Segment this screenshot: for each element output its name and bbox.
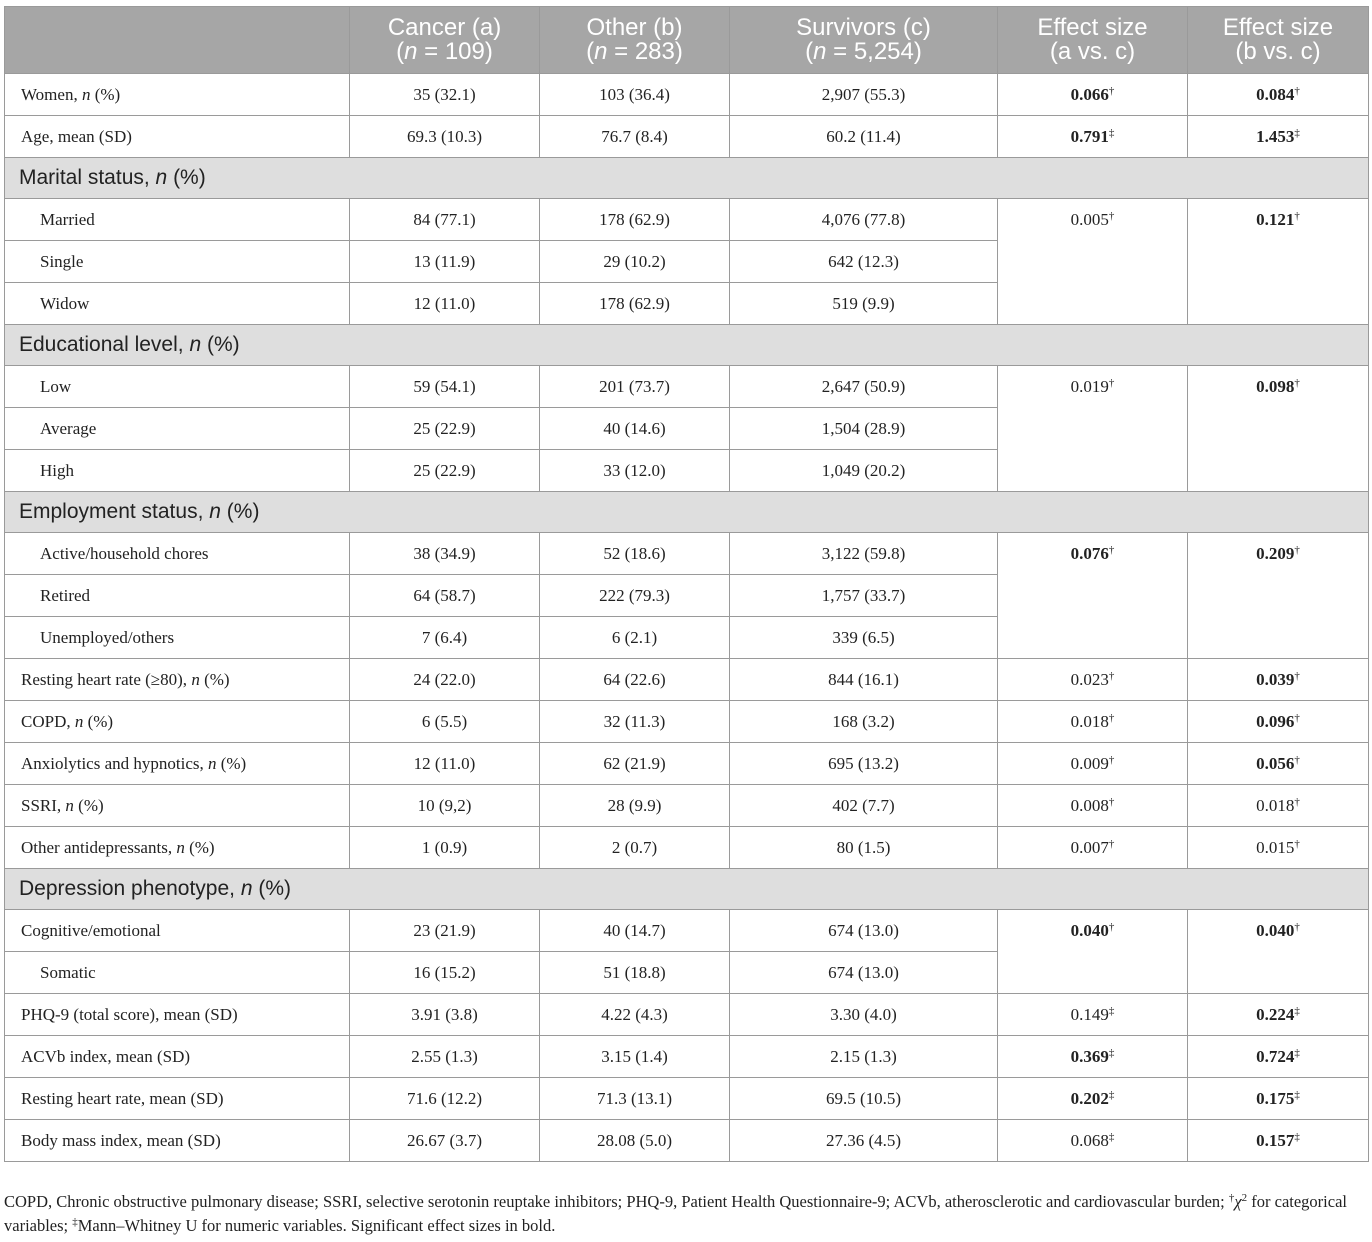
effect-b-vs-c: 0.039† bbox=[1188, 659, 1369, 701]
effect-b-vs-c: 0.121† bbox=[1188, 199, 1369, 325]
table-row bbox=[5, 533, 1369, 575]
cell-c: 27.36 (4.5) bbox=[730, 1120, 998, 1162]
effect-b-vs-c: 1.453‡ bbox=[1188, 116, 1369, 158]
section-header bbox=[5, 158, 1369, 199]
cell-b: 178 (62.9) bbox=[540, 283, 730, 325]
cell-c: 168 (3.2) bbox=[730, 701, 998, 743]
effect-a-vs-c: 0.023† bbox=[998, 659, 1188, 701]
table-row bbox=[5, 743, 1369, 785]
row-label: ACVb index, mean (SD) bbox=[5, 1036, 350, 1078]
cell-a: 71.6 (12.2) bbox=[350, 1078, 540, 1120]
cell-b: 51 (18.8) bbox=[540, 952, 730, 994]
cell-a: 26.67 (3.7) bbox=[350, 1120, 540, 1162]
row-label: Anxiolytics and hypnotics, n (%) bbox=[5, 743, 350, 785]
section-title: Educational level, n (%) bbox=[5, 325, 1369, 366]
header-effect-b-vs-c: Effect size (b vs. c) bbox=[1188, 7, 1369, 74]
cell-c: 3.30 (4.0) bbox=[730, 994, 998, 1036]
table-row bbox=[5, 1120, 1369, 1162]
cell-a: 16 (15.2) bbox=[350, 952, 540, 994]
effect-a-vs-c: 0.019† bbox=[998, 366, 1188, 492]
effect-a-vs-c: 0.009† bbox=[998, 743, 1188, 785]
effect-b-vs-c: 0.224‡ bbox=[1188, 994, 1369, 1036]
effect-b-vs-c: 0.015† bbox=[1188, 827, 1369, 869]
effect-b-vs-c: 0.084† bbox=[1188, 74, 1369, 116]
effect-b-vs-c: 0.157‡ bbox=[1188, 1120, 1369, 1162]
row-label: Resting heart rate (≥80), n (%) bbox=[5, 659, 350, 701]
effect-a-vs-c: 0.076† bbox=[998, 533, 1188, 659]
cell-b: 103 (36.4) bbox=[540, 74, 730, 116]
cell-a: 10 (9,2) bbox=[350, 785, 540, 827]
cell-a: 25 (22.9) bbox=[350, 408, 540, 450]
row-label: Retired bbox=[5, 575, 350, 617]
row-label: Women, n (%) bbox=[5, 74, 350, 116]
row-label: Other antidepressants, n (%) bbox=[5, 827, 350, 869]
row-label: Married bbox=[5, 199, 350, 241]
cell-b: 64 (22.6) bbox=[540, 659, 730, 701]
cell-b: 76.7 (8.4) bbox=[540, 116, 730, 158]
effect-a-vs-c: 0.369‡ bbox=[998, 1036, 1188, 1078]
effect-a-vs-c: 0.791‡ bbox=[998, 116, 1188, 158]
effect-b-vs-c: 0.098† bbox=[1188, 366, 1369, 492]
effect-a-vs-c: 0.066† bbox=[998, 74, 1188, 116]
cell-b: 40 (14.6) bbox=[540, 408, 730, 450]
cell-c: 3,122 (59.8) bbox=[730, 533, 998, 575]
effect-b-vs-c: 0.040† bbox=[1188, 910, 1369, 994]
table-container bbox=[4, 6, 1368, 1162]
effect-b-vs-c: 0.175‡ bbox=[1188, 1078, 1369, 1120]
cell-c: 1,757 (33.7) bbox=[730, 575, 998, 617]
cell-c: 2,647 (50.9) bbox=[730, 366, 998, 408]
effect-a-vs-c: 0.007† bbox=[998, 827, 1188, 869]
cell-c: 2,907 (55.3) bbox=[730, 74, 998, 116]
row-label: Single bbox=[5, 241, 350, 283]
cell-b: 52 (18.6) bbox=[540, 533, 730, 575]
cell-c: 642 (12.3) bbox=[730, 241, 998, 283]
table-footnote: COPD, Chronic obstructive pulmonary disease; SSRI, selective serotonin reuptake inhibitors; PHQ-9, Patient Health Questionnaire-9; ACVb, atherosclerotic and cardiovascular burden; $^\dagger\chi^2$ for categorical variables; ‡Mann–Whitney U for numeric variables. Significant effect sizes in bold. bbox=[4, 1192, 1347, 1235]
cell-b: 2 (0.7) bbox=[540, 827, 730, 869]
cell-c: 1,049 (20.2) bbox=[730, 450, 998, 492]
table-row bbox=[5, 701, 1369, 743]
cell-c: 69.5 (10.5) bbox=[730, 1078, 998, 1120]
cell-b: 33 (12.0) bbox=[540, 450, 730, 492]
cell-a: 13 (11.9) bbox=[350, 241, 540, 283]
row-label: SSRI, n (%) bbox=[5, 785, 350, 827]
header-effect-a-vs-c: Effect size (a vs. c) bbox=[998, 7, 1188, 74]
cell-c: 1,504 (28.9) bbox=[730, 408, 998, 450]
effect-a-vs-c: 0.008† bbox=[998, 785, 1188, 827]
row-label: Body mass index, mean (SD) bbox=[5, 1120, 350, 1162]
cell-a: 59 (54.1) bbox=[350, 366, 540, 408]
effect-a-vs-c: 0.005† bbox=[998, 199, 1188, 325]
cell-a: 3.91 (3.8) bbox=[350, 994, 540, 1036]
cell-c: 60.2 (11.4) bbox=[730, 116, 998, 158]
row-label: Resting heart rate, mean (SD) bbox=[5, 1078, 350, 1120]
effect-a-vs-c: 0.018† bbox=[998, 701, 1188, 743]
cell-a: 38 (34.9) bbox=[350, 533, 540, 575]
section-title: Depression phenotype, n (%) bbox=[5, 869, 1369, 910]
cell-a: 24 (22.0) bbox=[350, 659, 540, 701]
cell-b: 32 (11.3) bbox=[540, 701, 730, 743]
effect-a-vs-c: 0.202‡ bbox=[998, 1078, 1188, 1120]
cell-c: 844 (16.1) bbox=[730, 659, 998, 701]
table-row bbox=[5, 74, 1369, 116]
table-body bbox=[5, 74, 1369, 1162]
cell-a: 12 (11.0) bbox=[350, 743, 540, 785]
table-row bbox=[5, 659, 1369, 701]
table-row bbox=[5, 1078, 1369, 1120]
row-label: Age, mean (SD) bbox=[5, 116, 350, 158]
row-label: Active/household chores bbox=[5, 533, 350, 575]
effect-b-vs-c: 0.056† bbox=[1188, 743, 1369, 785]
cell-b: 28.08 (5.0) bbox=[540, 1120, 730, 1162]
cell-b: 29 (10.2) bbox=[540, 241, 730, 283]
effect-b-vs-c: 0.209† bbox=[1188, 533, 1369, 659]
header-row bbox=[5, 7, 1369, 74]
cell-b: 6 (2.1) bbox=[540, 617, 730, 659]
cell-c: 4,076 (77.8) bbox=[730, 199, 998, 241]
table-row bbox=[5, 199, 1369, 241]
cell-b: 62 (21.9) bbox=[540, 743, 730, 785]
effect-b-vs-c: 0.096† bbox=[1188, 701, 1369, 743]
cell-a: 12 (11.0) bbox=[350, 283, 540, 325]
table-row bbox=[5, 366, 1369, 408]
table-row bbox=[5, 994, 1369, 1036]
header-survivors: Survivors (c) (n = 5,254) bbox=[730, 7, 998, 74]
cell-b: 40 (14.7) bbox=[540, 910, 730, 952]
header-other: Other (b) (n = 283) bbox=[540, 7, 730, 74]
effect-a-vs-c: 0.040† bbox=[998, 910, 1188, 994]
row-label: Low bbox=[5, 366, 350, 408]
section-title: Employment status, n (%) bbox=[5, 492, 1369, 533]
table-row bbox=[5, 910, 1369, 952]
cell-a: 35 (32.1) bbox=[350, 74, 540, 116]
cell-c: 674 (13.0) bbox=[730, 910, 998, 952]
table-row bbox=[5, 785, 1369, 827]
section-header bbox=[5, 869, 1369, 910]
row-label: Widow bbox=[5, 283, 350, 325]
cell-a: 7 (6.4) bbox=[350, 617, 540, 659]
cell-a: 6 (5.5) bbox=[350, 701, 540, 743]
cell-a: 23 (21.9) bbox=[350, 910, 540, 952]
cell-b: 28 (9.9) bbox=[540, 785, 730, 827]
cell-b: 178 (62.9) bbox=[540, 199, 730, 241]
section-header bbox=[5, 325, 1369, 366]
cell-c: 402 (7.7) bbox=[730, 785, 998, 827]
cell-b: 4.22 (4.3) bbox=[540, 994, 730, 1036]
cell-b: 222 (79.3) bbox=[540, 575, 730, 617]
row-label: Cognitive/emotional bbox=[5, 910, 350, 952]
section-header bbox=[5, 492, 1369, 533]
cell-a: 64 (58.7) bbox=[350, 575, 540, 617]
row-label: Somatic bbox=[5, 952, 350, 994]
cell-a: 84 (77.1) bbox=[350, 199, 540, 241]
cell-b: 71.3 (13.1) bbox=[540, 1078, 730, 1120]
section-title: Marital status, n (%) bbox=[5, 158, 1369, 199]
effect-a-vs-c: 0.149‡ bbox=[998, 994, 1188, 1036]
cell-b: 201 (73.7) bbox=[540, 366, 730, 408]
row-label: High bbox=[5, 450, 350, 492]
cell-b: 3.15 (1.4) bbox=[540, 1036, 730, 1078]
effect-a-vs-c: 0.068‡ bbox=[998, 1120, 1188, 1162]
table-row bbox=[5, 1036, 1369, 1078]
characteristics-table bbox=[4, 6, 1369, 1162]
row-label: Unemployed/others bbox=[5, 617, 350, 659]
cell-c: 2.15 (1.3) bbox=[730, 1036, 998, 1078]
table-row bbox=[5, 827, 1369, 869]
cell-c: 339 (6.5) bbox=[730, 617, 998, 659]
header-cancer: Cancer (a) (n = 109) bbox=[350, 7, 540, 74]
cell-c: 80 (1.5) bbox=[730, 827, 998, 869]
effect-b-vs-c: 0.724‡ bbox=[1188, 1036, 1369, 1078]
header-blank-cell bbox=[5, 7, 350, 74]
row-label: COPD, n (%) bbox=[5, 701, 350, 743]
cell-a: 25 (22.9) bbox=[350, 450, 540, 492]
cell-c: 674 (13.0) bbox=[730, 952, 998, 994]
row-label: Average bbox=[5, 408, 350, 450]
cell-c: 695 (13.2) bbox=[730, 743, 998, 785]
cell-a: 2.55 (1.3) bbox=[350, 1036, 540, 1078]
table-row bbox=[5, 116, 1369, 158]
cell-a: 69.3 (10.3) bbox=[350, 116, 540, 158]
cell-a: 1 (0.9) bbox=[350, 827, 540, 869]
row-label: PHQ-9 (total score), mean (SD) bbox=[5, 994, 350, 1036]
cell-c: 519 (9.9) bbox=[730, 283, 998, 325]
effect-b-vs-c: 0.018† bbox=[1188, 785, 1369, 827]
